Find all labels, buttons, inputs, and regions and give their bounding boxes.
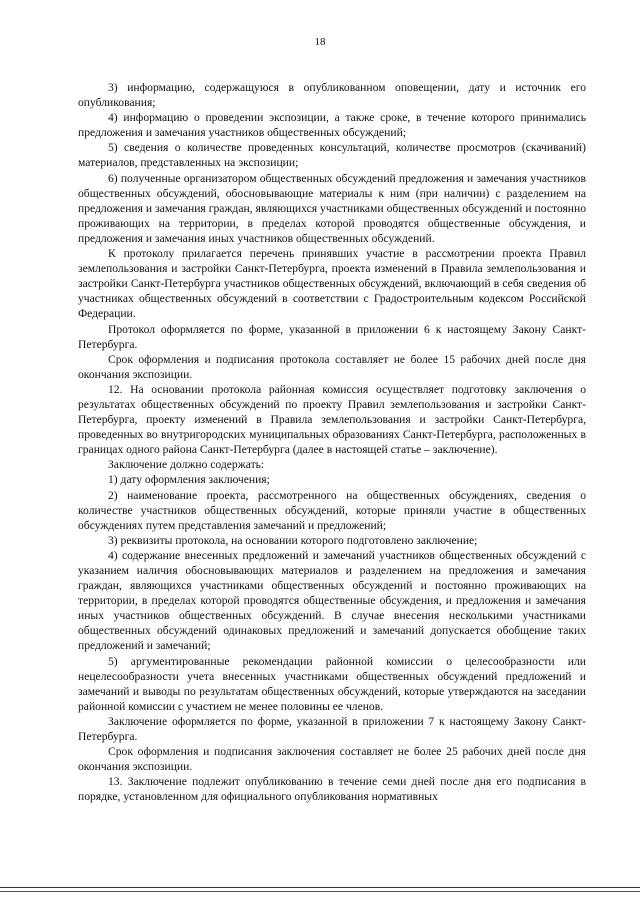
paragraph: 3) реквизиты протокола, на основании которого подготовлено заключение;: [108, 533, 478, 547]
paragraph: 6) полученные организатором общественных обсуждений предложения и замечания участников общественных обсуждений, обосновывающие материалы к ним (при наличии) с разделением на предложения и замечания граждан, являющихся участниками общественных обсуждений и постоянно проживающих на территории, в пределах которой проводятся общественные обсуждения, и предложения и замечания иных участников общественных обсуждений.: [78, 171, 586, 245]
scan-edge-line: [0, 887, 640, 888]
paragraph: Заключение оформляется по форме, указанной в приложении 7 к настоящему Закону Санкт-Петербурга.: [78, 714, 586, 744]
paragraph: 4) информацию о проведении экспозиции, а также сроке, в течение которого принимались предложения и замечания участников общественных обсуждений;: [78, 111, 586, 140]
paragraph: Срок оформления и подписания заключения составляет не более 25 рабочих дней после дня окончания экспозиции.: [78, 745, 586, 774]
scan-edge-line: [0, 891, 640, 892]
paragraph: Срок оформления и подписания протокола составляет не более 15 рабочих дней после дня окончания экспозиции.: [78, 352, 586, 381]
document-body: [78, 80, 586, 805]
paragraph: Протокол оформляется по форме, указанной в приложении 6 к настоящему Закону Санкт-Петербурга.: [78, 322, 586, 351]
paragraph: 5) сведения о количестве проведенных консультаций, количестве просмотров (скачиваний) материалов, представленных на экспозиции;: [78, 141, 586, 170]
paragraph: 2) наименование проекта, рассмотренного на общественных обсуждениях, сведения о количестве участников общественных обсуждений, которые приняли участие в общественных обсуждениях путем представления замечаний и предложений;: [78, 488, 586, 532]
paragraph: 1) дату оформления заключения;: [108, 473, 270, 487]
paragraph: 5) аргументированные рекомендации районной комиссии о целесообразности или нецелесообразности учета внесенных участниками общественных обсуждений предложений и замечаний и выводы по результатам общественных обсуждений, которые утверждаются на заседании районной комиссии с участием не менее половины ее членов.: [78, 654, 586, 713]
paragraph: 4) содержание внесенных предложений и замечаний участников общественных обсуждений с указанием наличия обосновывающих материалов и разделением на предложения и замечания граждан, являющихся участниками общественных обсуждений и постоянно проживающих на территории, в пределах которой проводятся общественные обсуждения, и предложения и замечания иных участников общественных обсуждений. В случае внесения несколькими участниками общественных обсуждений одинаковых предложений и замечаний допускается обобщение таких предложений и замечаний;: [78, 548, 586, 653]
paragraph: К протоколу прилагается перечень принявших участие в рассмотрении проекта Правил землепользования и застройки Санкт-Петербурга, проекта изменений в Правила землепользования и застройки Санкт-Петербурга участников общественных обсуждений, включающий в себя сведения об участниках общественных обсуждений в соответствии с Градостроительным кодексом Российской Федерации.: [78, 247, 586, 321]
paragraph: Заключение должно содержать:: [108, 458, 265, 472]
paragraph: 13. Заключение подлежит опубликованию в течение семи дней после дня его подписания в порядке, установленном для официального опубликования нормативных: [78, 775, 586, 804]
paragraph: 12. На основании протокола районная комиссия осуществляет подготовку заключения о результатах общественных обсуждений по проекту Правил землепользования и застройки Санкт-Петербурга, проекту изменений в Правила землепользования и застройки Санкт-Петербурга, проведенных во внутригородских муниципальных образованиях Санкт-Петербурга, расположенных в границах одного района Санкт-Петербурга (далее в настоящей статье – заключение).: [78, 382, 586, 457]
page-number: 18: [314, 36, 326, 48]
paragraph: 3) информацию, содержащуюся в опубликованном оповещении, дату и источник его опубликования;: [78, 81, 586, 110]
